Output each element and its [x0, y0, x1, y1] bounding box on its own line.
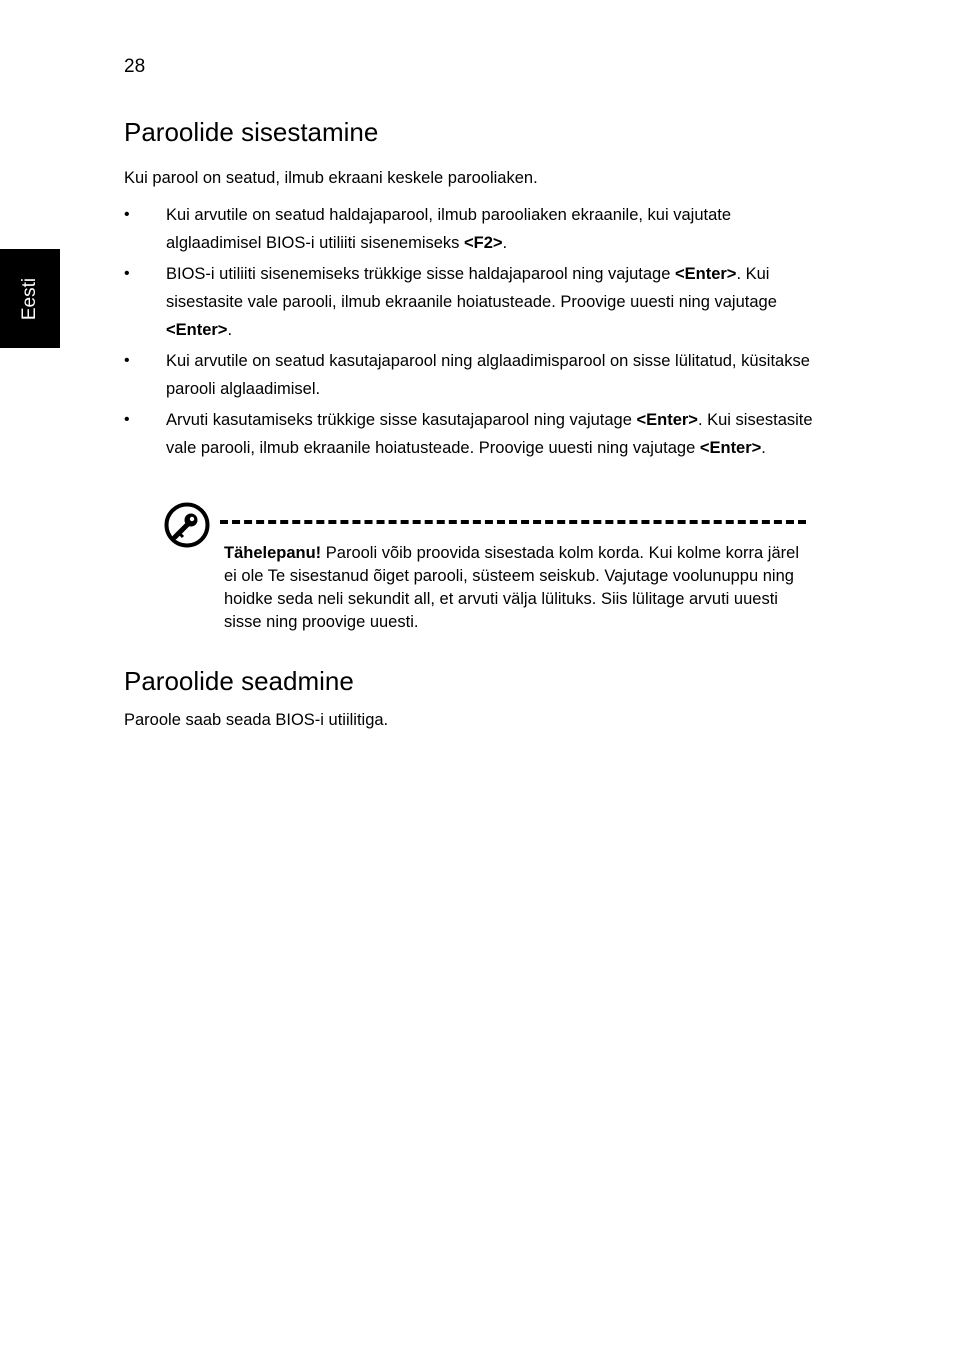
- language-side-tab: [0, 249, 60, 348]
- section-intro: Kui parool on seatud, ilmub ekraani keskele parooliaken.: [124, 169, 538, 187]
- bullet-text: .: [502, 234, 508, 252]
- list-item: [124, 201, 814, 257]
- bullet-text: Kui arvutile on seatud kasutajaparool ning alglaadimisparool on sisse lülitatud, küsitakse parooli alglaadimisel.: [166, 352, 810, 398]
- bullet-marker: •: [124, 206, 130, 223]
- bullet-text: .: [761, 439, 766, 457]
- bullet-marker: •: [124, 352, 130, 369]
- key-combo: <Enter>: [636, 411, 698, 429]
- page-number: 28: [124, 56, 146, 77]
- bullet-text: . Kui sisestasite vale parooli, ilmub ekraanile hoiatusteade. Proovige uuesti ning vajutage: [166, 411, 813, 457]
- bullet-text: .: [227, 321, 233, 339]
- bullet-text: Kui arvutile on seatud haldajaparool, ilmub parooliaken ekraanile, kui vajutate alglaadimisel BIOS-i utiliiti sisenemiseks: [166, 206, 732, 252]
- note-text: [224, 542, 814, 634]
- key-combo: <F2>: [464, 234, 503, 252]
- section-title-setting-passwords: Paroolide seadmine: [124, 666, 354, 696]
- key-combo: <Enter>: [166, 321, 228, 339]
- bullet-text: BIOS-i utiliiti sisenemiseks trükkige sisse haldajaparool ning vajutage: [166, 265, 675, 283]
- section-body: Paroole saab seada BIOS-i utiilitiga.: [124, 711, 389, 729]
- bullet-list: [124, 201, 814, 462]
- list-item: [124, 406, 814, 462]
- bullet-marker: •: [124, 411, 130, 428]
- note-divider: [220, 520, 806, 524]
- note-label: Tähelepanu!: [224, 544, 322, 562]
- list-item: [124, 347, 814, 403]
- key-combo: <Enter>: [675, 265, 737, 283]
- side-tab-label: Eesti: [19, 277, 40, 320]
- list-item: [124, 260, 814, 344]
- key-icon: [164, 502, 210, 548]
- note-body: Parooli võib proovida sisestada kolm korda. Kui kolme korra järel ei ole Te sisestanud õiget parooli, süsteem seiskub. Vajutage voolunuppu ning hoidke seda neli sekundit all, et arvuti välja lülituks. Siis lülitage arvuti uuesti sisse ning proovige uuesti.: [224, 544, 799, 631]
- bullet-text: Arvuti kasutamiseks trükkige sisse kasutajaparool ning vajutage: [166, 411, 637, 429]
- bullet-text: . Kui sisestasite vale parooli, ilmub ekraanile hoiatusteade. Proovige uuesti ning vajutage: [166, 265, 777, 311]
- section-title-entering-passwords: Paroolide sisestamine: [124, 117, 379, 147]
- bullet-marker: •: [124, 265, 130, 282]
- key-combo: <Enter>: [699, 439, 762, 457]
